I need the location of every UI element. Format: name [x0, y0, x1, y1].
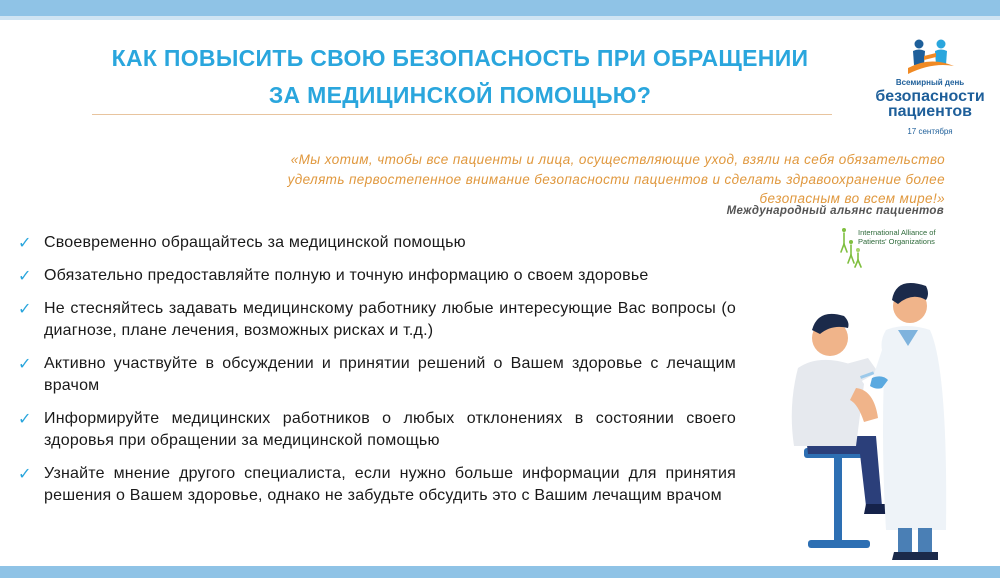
checkmark-icon: ✓	[18, 299, 32, 318]
list-item-text: Своевременно обращайтесь за медицинской помощью	[44, 234, 466, 251]
alliance-quote	[150, 150, 945, 209]
safety-tips-list	[18, 232, 736, 518]
list-item	[18, 265, 736, 287]
list-item-text: Активно участвуйте в обсуждении и принятии решений о Вашем здоровье с лечащим врачом	[44, 355, 736, 394]
list-item-text: Обязательно предоставляйте полную и точную информацию о своем здоровье	[44, 267, 649, 284]
quote-line-3: безопасным во всем мире!»	[759, 191, 945, 206]
title-line-2: ЗА МЕДИЦИНСКОЙ ПОМОЩЬЮ?	[268, 82, 652, 108]
checkmark-icon: ✓	[18, 233, 32, 252]
title-divider	[92, 114, 832, 115]
logo-title-line-1: безопасности	[875, 88, 985, 105]
list-item	[18, 232, 736, 254]
checkmark-icon: ✓	[18, 354, 32, 373]
checkmark-icon: ✓	[18, 409, 32, 428]
logo-title-line-2: пациентов	[887, 103, 973, 120]
quote-line-1: «Мы хотим, чтобы все пациенты и лица, осуществляющие уход, взяли на себя обязательство	[290, 152, 945, 167]
list-item	[18, 463, 736, 507]
list-item-text: Не стесняйтесь задавать медицинскому работнику любые интересующие Вас вопросы (о диагнозе, плане лечения, возможных рисках и т.д.)	[44, 300, 736, 339]
list-item	[18, 298, 736, 342]
checkmark-icon: ✓	[18, 464, 32, 483]
iapo-line-1: International Alliance of	[858, 228, 936, 237]
doctor-vaccinating-patient-illustration	[786, 268, 976, 568]
list-item-text: Узнайте мнение другого специалиста, если нужно больше информации для принятия решения о Вашем здоровье, однако не забудьте обсудить это с Вашим лечащим врачом	[44, 465, 736, 504]
title-line-1: КАК ПОВЫСИТЬ СВОЮ БЕЗОПАСНОСТЬ ПРИ ОБРАЩЕНИИ	[111, 45, 809, 71]
checkmark-icon: ✓	[18, 266, 32, 285]
top-frame-bar	[0, 0, 1000, 16]
iapo-line-2: Patients' Organizations	[858, 237, 935, 246]
world-patient-safety-day-logo	[866, 38, 994, 138]
iapo-logo	[838, 222, 948, 268]
list-item	[18, 408, 736, 452]
quote-author: Международный альянс пациентов	[726, 205, 944, 217]
bottom-frame-bar	[0, 566, 1000, 578]
list-item	[18, 353, 736, 397]
logo-date: 17 сентября	[907, 127, 953, 136]
list-item-text: Информируйте медицинских работников о любых отклонениях в состоянии своего здоровья при обращении за медицинской помощью	[44, 410, 736, 449]
page-title	[60, 40, 860, 114]
iapo-name	[858, 228, 936, 246]
logo-caption: Всемирный день	[895, 78, 965, 87]
quote-line-2: уделять первостепенное внимание безопасности пациентов и сделать здравоохранение более	[287, 171, 945, 187]
logo-title	[866, 89, 994, 119]
top-frame-line	[0, 16, 1000, 20]
logo-figures-icon	[866, 38, 994, 78]
